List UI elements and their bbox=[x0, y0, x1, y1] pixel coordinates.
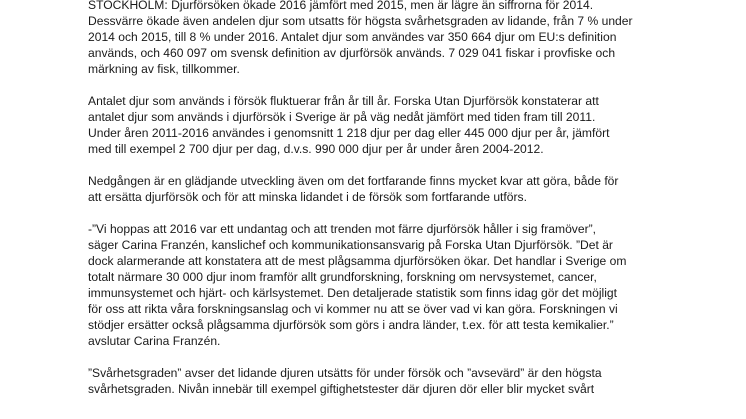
text-line: med till exempel 2 700 djur per dag, d.v.s. 990 000 djur per år under åren 2004-2012. bbox=[88, 142, 544, 156]
paragraph-quote bbox=[88, 221, 688, 349]
text-line: immunsystemet och hjärt- och kärlsystemet. Den detaljerade statistik som finns idag gör det möjligt bbox=[88, 286, 617, 300]
text-line: antalet djur som används i djurförsök i Sverige är på väg nedåt jämfört med tiden fram till 2011. bbox=[88, 110, 596, 124]
text-line: används, och 460 097 om svensk definition av djurförsök används. 7 029 041 fiskar i provfiske och bbox=[88, 46, 616, 60]
text-line: Dessvärre ökade även andelen djur som utsatts för högsta svårhetsgraden av lidande, från 7 % under bbox=[88, 14, 633, 28]
text-line: säger Carina Franzén, kanslichef och kommunikationsansvarig på Forska Utan Djurförsök. ”Det är bbox=[88, 238, 613, 252]
text-line: Antalet djur som används i försök fluktuerar från år till år. Forska Utan Djurförsök konstaterar att bbox=[88, 94, 599, 108]
text-line: Under åren 2011-2016 användes i genomsnitt 1 218 djur per dag eller 445 000 djur per år, jämfört bbox=[88, 126, 610, 140]
paragraph-decline bbox=[88, 173, 688, 205]
text-line: totalt närmare 30 000 djur inom framför allt grundforskning, forskning om nervsystemet, cancer, bbox=[88, 270, 597, 284]
text-line: -”Vi hoppas att 2016 var ett undantag och att trenden mot färre djurförsök håller i sig framöver”, bbox=[88, 222, 596, 236]
document-body bbox=[88, 0, 688, 397]
text-line: STOCKHOLM: Djurförsöken ökade 2016 jämfört med 2015, men är lägre än siffrorna för 2014. bbox=[88, 0, 594, 12]
paragraph-intro bbox=[88, 0, 688, 77]
paragraph-fluctuation bbox=[88, 93, 688, 157]
text-line: ”Svårhetsgraden” avser det lidande djuren utsätts för under försök och ”avsevärd” är den högsta bbox=[88, 366, 602, 380]
text-line: 2014 och 2015, till 8 % under 2016. Antalet djur som användes var 350 664 djur om EU:s definition bbox=[88, 30, 617, 44]
text-line: avslutar Carina Franzén. bbox=[88, 334, 221, 348]
text-line: stödjer ersätter också plågsamma djurförsök som görs i andra länder, t.ex. för att testa kemikalier.” bbox=[88, 318, 614, 332]
text-line: märkning av fisk, tillkommer. bbox=[88, 62, 240, 76]
text-line: för oss att rikta våra forskningsanslag och vi kommer nu att se över vad vi kan göra. Forskningen vi bbox=[88, 302, 618, 316]
text-line: Nedgången är en glädjande utveckling även om det fortfarande finns mycket kvar att göra, både för bbox=[88, 174, 619, 188]
text-line: svårhetsgraden. Nivån innebär till exempel giftighetstester där djuren dör eller blir mycket svårt bbox=[88, 382, 595, 396]
paragraph-severity bbox=[88, 365, 688, 397]
text-line: dock alarmerande att konstatera att de mest plågsamma djurförsöken ökar. Det handlar i Sverige om bbox=[88, 254, 627, 268]
text-line: att ersätta djurförsök och för att minska lidandet i de försök som fortfarande utförs. bbox=[88, 190, 527, 204]
